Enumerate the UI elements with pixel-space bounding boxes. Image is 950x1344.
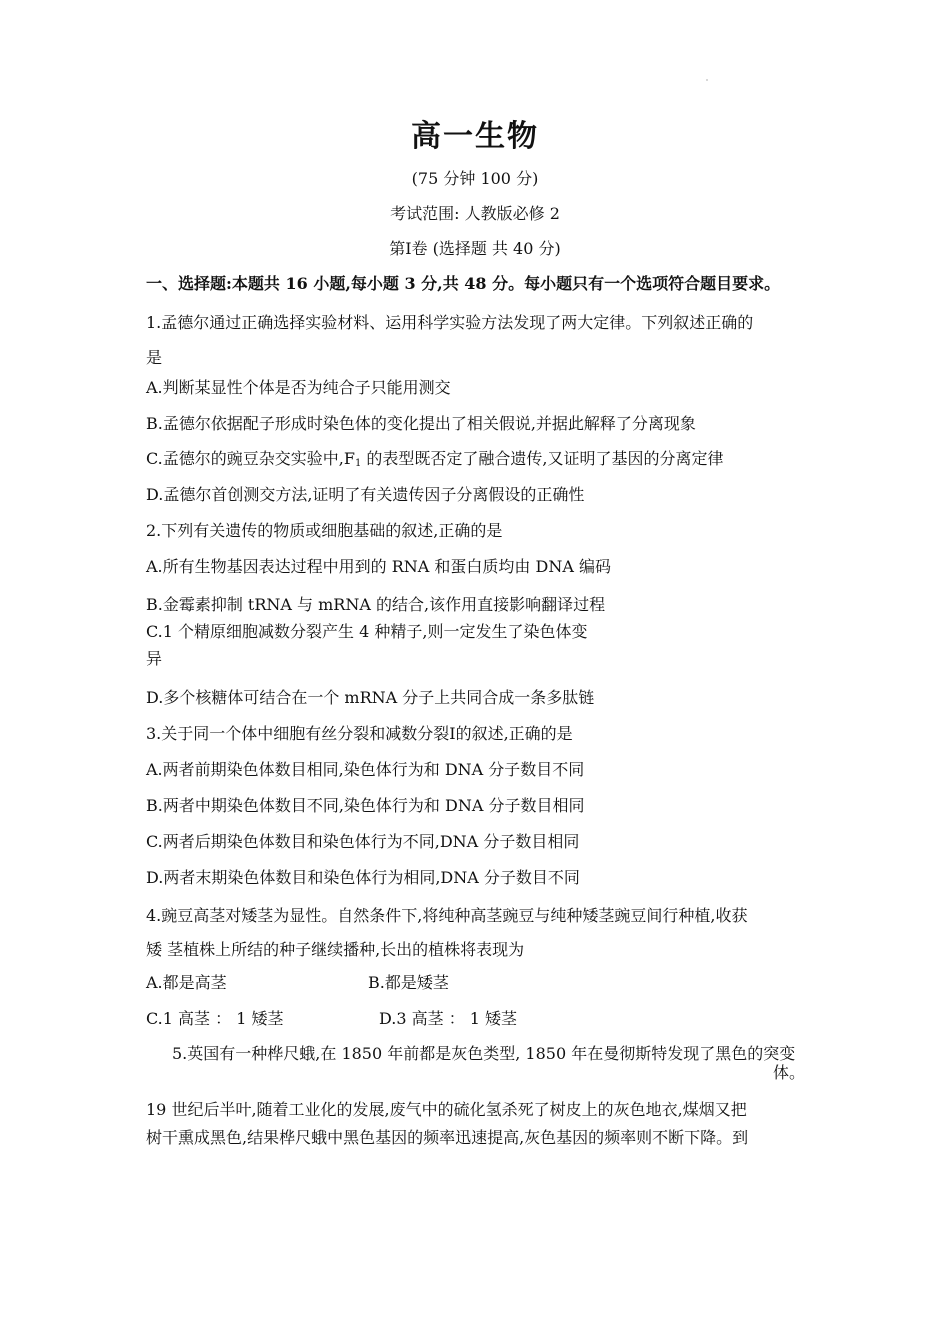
q3-option-a: A.两者前期染色体数目相同,染色体行为和 DNA 分子数目不同 [146,760,585,779]
q1-stem-line1: 1.孟德尔通过正确选择实验材料、运用科学实验方法发现了两大定律。下列叙述正确的 [146,313,754,332]
q4-option-d: D.3 高茎 ： 1 矮茎 [379,1009,518,1028]
q4-stem-line1: 4.豌豆高茎对矮茎为显性。自然条件下,将纯种高茎豌豆与纯种矮茎豌豆间行种植,收获 [146,906,748,925]
section-header: 一、选择题:本题共 16 小题,每小题 3 分,共 48 分。每小题只有一个选项符合题目要求。 [146,274,781,293]
q1-option-c: C.孟德尔的豌豆杂交实验中$,F_1$ 的表型既否定了融合遗传,又证明了基因的分离定律 [146,449,724,469]
q4-option-b: B.都是矮茎 [368,973,449,992]
q2-option-b: B.金霉素抑制 tRNA 与 mRNA 的结合,该作用直接影响翻译过程 [146,595,606,614]
q4-option-a: A.都是高茎 [146,973,227,992]
q1-stem-line2: 是 [146,348,163,367]
q2-option-d: D.多个核糖体可结合在一个 mRNA 分子上共同合成一条多肽链 [146,688,595,707]
exam-scope: 考试范围: 人教版必修 2 [390,204,560,223]
q1-option-d: D.孟德尔首创测交方法,证明了有关遗传因子分离假设的正确性 [146,485,585,504]
volume-label: 第Ⅰ卷 (选择题 共 40 分) [389,239,561,258]
q3-option-c: C.两者后期染色体数目和染色体行为不同,DNA 分子数目相同 [146,832,580,851]
q5-line1-tail: 体。 [772,1063,805,1082]
q4-stem-line2: 矮 茎植株上所结的种子继续播种,长出的植株将表现为 [146,940,525,959]
q5-line1: 5.英国有一种桦尺蛾,在 1850 年前都是灰色类型, 1850 年在曼彻斯特发现了黑色的突变 [172,1044,796,1063]
q2-option-a: A.所有生物基因表达过程中用到的 RNA 和蛋白质均由 DNA 编码 [146,557,611,576]
q2-stem: 2.下列有关遗传的物质或细胞基础的叙述,正确的是 [146,521,503,540]
q1-option-b: B.孟德尔依据配子形成时染色体的变化提出了相关假说,并据此解释了分离现象 [146,414,696,433]
time-score: (75 分钟 100 分) [411,169,539,188]
page-title: 高一生物 [411,119,539,154]
q1-option-a: A.判断某显性个体是否为纯合子只能用测交 [146,378,451,397]
scan-speck [706,79,708,81]
q2-option-c-line1: C.1 个精原细胞减数分裂产生 4 种精子,则一定发生了染色体变 [146,622,588,641]
q5-line2: 19 世纪后半叶,随着工业化的发展,废气中的硫化氢杀死了树皮上的灰色地衣,煤烟又把 [146,1100,747,1119]
q3-stem: 3.关于同一个体中细胞有丝分裂和减数分裂Ⅰ的叙述,正确的是 [146,724,573,743]
q2-option-c-line2: 异 [146,649,163,668]
q5-line3: 树干熏成黑色,结果桦尺蛾中黑色基因的频率迅速提高,灰色基因的频率则不断下降。到 [146,1128,749,1147]
q3-option-d: D.两者末期染色体数目和染色体行为相同,DNA 分子数目不同 [146,868,580,887]
q3-option-b: B.两者中期染色体数目不同,染色体行为和 DNA 分子数目相同 [146,796,585,815]
q4-option-c: C.1 高茎 ： 1 矮茎 [146,1009,284,1028]
